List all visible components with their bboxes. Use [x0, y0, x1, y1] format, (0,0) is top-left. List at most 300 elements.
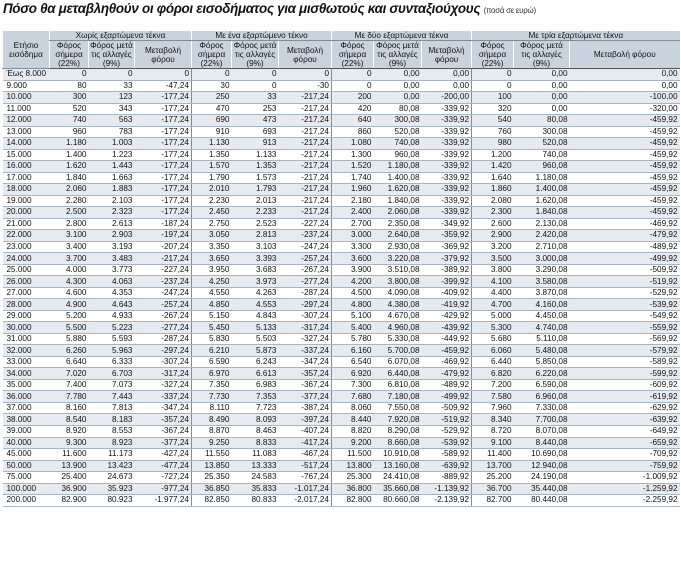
- value-cell: 7.073: [89, 379, 135, 391]
- value-cell: -459,92: [570, 161, 680, 173]
- value-cell: 2.010: [192, 184, 232, 196]
- value-cell: 6.160: [332, 345, 374, 357]
- value-cell: -327,24: [135, 379, 192, 391]
- value-cell: 2.230: [192, 195, 232, 207]
- value-cell: -349,92: [422, 218, 472, 230]
- value-cell: 6.983: [232, 379, 279, 391]
- value-cell: 36.900: [50, 483, 89, 495]
- table-body: [3, 69, 680, 507]
- value-cell: 7.200: [472, 379, 514, 391]
- value-cell: 1.080: [332, 138, 374, 150]
- value-cell: 740: [50, 115, 89, 127]
- value-cell: 8.660,08: [374, 437, 422, 449]
- table-row: [3, 379, 680, 391]
- table-row: [3, 92, 680, 104]
- value-cell: 2.420,08: [514, 230, 570, 242]
- value-cell: -977,24: [135, 483, 192, 495]
- value-cell: 4.000: [50, 264, 89, 276]
- value-cell: 760: [472, 126, 514, 138]
- value-cell: -339,92: [422, 149, 472, 161]
- value-cell: 250: [192, 92, 232, 104]
- value-cell: -519,92: [570, 276, 680, 288]
- table-row: [3, 391, 680, 403]
- value-cell: -217,24: [279, 207, 332, 219]
- value-cell: 3.500: [472, 253, 514, 265]
- income-cell: 9.000: [3, 80, 50, 92]
- value-cell: -1.009,92: [570, 472, 680, 484]
- value-cell: -177,24: [135, 184, 192, 196]
- value-cell: -479,92: [422, 368, 472, 380]
- value-cell: 860: [332, 126, 374, 138]
- value-cell: 11.173: [89, 449, 135, 461]
- value-cell: 3.350: [192, 241, 232, 253]
- value-cell: 520,08: [374, 126, 422, 138]
- value-cell: -459,92: [570, 115, 680, 127]
- value-cell: -339,92: [422, 103, 472, 115]
- value-cell: 33: [89, 80, 135, 92]
- value-cell: -709,92: [570, 449, 680, 461]
- value-cell: 0: [89, 69, 135, 81]
- value-cell: 8.923: [89, 437, 135, 449]
- value-cell: -217,24: [279, 103, 332, 115]
- value-cell: -217,24: [279, 195, 332, 207]
- income-header: Ετήσιο εισόδημα: [3, 31, 50, 69]
- value-cell: 4.643: [89, 299, 135, 311]
- value-cell: 8.060: [332, 402, 374, 414]
- value-cell: -459,92: [422, 345, 472, 357]
- table-row: [3, 287, 680, 299]
- value-cell: -367,24: [135, 425, 192, 437]
- value-cell: 5.300: [472, 322, 514, 334]
- value-cell: 6.960,08: [514, 391, 570, 403]
- value-cell: -337,24: [135, 391, 192, 403]
- value-cell: 0: [332, 69, 374, 81]
- value-cell: 693: [232, 126, 279, 138]
- value-cell: 4.740,08: [514, 322, 570, 334]
- value-cell: 300,08: [374, 115, 422, 127]
- value-cell: 2.750: [192, 218, 232, 230]
- value-cell: 470: [192, 103, 232, 115]
- value-cell: -489,92: [422, 379, 472, 391]
- value-cell: -639,92: [570, 414, 680, 426]
- value-cell: -339,92: [422, 138, 472, 150]
- income-cell: 33.000: [3, 356, 50, 368]
- value-cell: 80,08: [374, 103, 422, 115]
- value-cell: -599,92: [570, 368, 680, 380]
- income-cell: 38.000: [3, 414, 50, 426]
- value-cell: -439,92: [422, 322, 472, 334]
- table-row: [3, 207, 680, 219]
- value-cell: 0: [472, 80, 514, 92]
- value-cell: 2.500: [50, 207, 89, 219]
- value-cell: 7.443: [89, 391, 135, 403]
- value-cell: 82.850: [192, 495, 232, 507]
- value-cell: 7.680: [332, 391, 374, 403]
- value-cell: -889,92: [422, 472, 472, 484]
- value-cell: 1.400,08: [514, 184, 570, 196]
- value-cell: -47,24: [135, 80, 192, 92]
- value-cell: 6.440: [472, 356, 514, 368]
- tax-change-header: Μεταβολή φόρου: [422, 41, 472, 69]
- value-cell: 9.100: [472, 437, 514, 449]
- table-row: [3, 126, 680, 138]
- value-cell: 1.573: [232, 172, 279, 184]
- value-cell: 343: [89, 103, 135, 115]
- value-cell: 3.200: [472, 241, 514, 253]
- group-header-two-children: Με δύο εξαρτώμενα τέκνα: [332, 31, 472, 41]
- income-cell: 34.000: [3, 368, 50, 380]
- value-cell: -559,92: [570, 322, 680, 334]
- value-cell: 4.100: [472, 276, 514, 288]
- value-cell: 8.110: [192, 402, 232, 414]
- table-row: [3, 276, 680, 288]
- income-cell: 23.000: [3, 241, 50, 253]
- value-cell: 6.590,08: [514, 379, 570, 391]
- value-cell: 1.840,08: [514, 207, 570, 219]
- value-cell: 1.350: [192, 149, 232, 161]
- table-row: [3, 195, 680, 207]
- value-cell: 35.440,08: [514, 483, 570, 495]
- value-cell: -339,92: [422, 115, 472, 127]
- value-cell: -469,92: [422, 356, 472, 368]
- value-cell: -409,92: [422, 287, 472, 299]
- value-cell: 0,00: [374, 69, 422, 81]
- value-cell: -177,24: [135, 126, 192, 138]
- value-cell: 3.220,08: [374, 253, 422, 265]
- value-cell: 690: [192, 115, 232, 127]
- value-cell: 4.090,08: [374, 287, 422, 299]
- income-cell: 39.000: [3, 425, 50, 437]
- value-cell: 1.840,08: [374, 195, 422, 207]
- table-row: [3, 368, 680, 380]
- value-cell: -177,24: [135, 138, 192, 150]
- value-cell: -237,24: [279, 230, 332, 242]
- value-cell: 1.790: [192, 172, 232, 184]
- table-row: [3, 138, 680, 150]
- income-cell: 18.000: [3, 184, 50, 196]
- value-cell: -177,24: [135, 103, 192, 115]
- value-cell: 3.100: [50, 230, 89, 242]
- value-cell: 3.393: [232, 253, 279, 265]
- table-row: [3, 495, 680, 507]
- value-cell: 2.103: [89, 195, 135, 207]
- value-cell: 4.843: [232, 310, 279, 322]
- value-cell: 2.813: [232, 230, 279, 242]
- value-cell: -177,24: [135, 115, 192, 127]
- value-cell: 7.813: [89, 402, 135, 414]
- value-cell: -539,92: [570, 299, 680, 311]
- value-cell: 24.583: [232, 472, 279, 484]
- value-cell: -459,92: [570, 207, 680, 219]
- value-cell: 5.150: [192, 310, 232, 322]
- value-cell: 4.500: [332, 287, 374, 299]
- value-cell: 740,08: [374, 138, 422, 150]
- value-cell: -339,92: [422, 195, 472, 207]
- value-cell: -649,92: [570, 425, 680, 437]
- value-cell: 5.500: [50, 322, 89, 334]
- value-cell: -479,92: [570, 230, 680, 242]
- value-cell: 0,00: [374, 80, 422, 92]
- value-cell: 5.880: [50, 333, 89, 345]
- income-cell: 100.000: [3, 483, 50, 495]
- value-cell: 1.223: [89, 149, 135, 161]
- table-row: [3, 264, 680, 276]
- value-cell: 3.510,08: [374, 264, 422, 276]
- table-row: [3, 161, 680, 173]
- value-cell: 3.103: [232, 241, 279, 253]
- value-cell: -217,24: [279, 126, 332, 138]
- value-cell: 4.300: [50, 276, 89, 288]
- value-cell: 7.700,08: [514, 414, 570, 426]
- value-cell: -227,24: [135, 264, 192, 276]
- value-cell: -459,92: [570, 172, 680, 184]
- table-row: [3, 333, 680, 345]
- value-cell: 2.013: [232, 195, 279, 207]
- value-cell: 25.200: [472, 472, 514, 484]
- tax-change-header: Μεταβολή φόρου: [570, 41, 680, 69]
- income-cell: 22.000: [3, 230, 50, 242]
- income-cell: 13.000: [3, 126, 50, 138]
- value-cell: -359,92: [422, 230, 472, 242]
- value-cell: 4.450,08: [514, 310, 570, 322]
- value-cell: 1.570: [192, 161, 232, 173]
- value-cell: -427,24: [135, 449, 192, 461]
- value-cell: 13.700: [472, 460, 514, 472]
- value-cell: 3.000,08: [514, 253, 570, 265]
- value-cell: -569,92: [570, 333, 680, 345]
- value-cell: 80.660,08: [374, 495, 422, 507]
- table-row: [3, 103, 680, 115]
- value-cell: -177,24: [135, 92, 192, 104]
- value-cell: 35.660,08: [374, 483, 422, 495]
- value-cell: 0: [135, 69, 192, 81]
- value-cell: 4.353: [89, 287, 135, 299]
- income-cell: 14.000: [3, 138, 50, 150]
- value-cell: 11.550: [192, 449, 232, 461]
- value-cell: -177,24: [135, 195, 192, 207]
- value-cell: 24.673: [89, 472, 135, 484]
- value-cell: 25.400: [50, 472, 89, 484]
- value-cell: 5.830: [192, 333, 232, 345]
- value-cell: 0,00: [514, 69, 570, 81]
- value-cell: 2.450: [192, 207, 232, 219]
- value-cell: 7.353: [232, 391, 279, 403]
- value-cell: 5.400: [332, 322, 374, 334]
- tax-table: [2, 31, 680, 507]
- value-cell: 960,08: [374, 149, 422, 161]
- income-cell: 26.000: [3, 276, 50, 288]
- value-cell: -377,24: [279, 391, 332, 403]
- value-cell: -1.017,24: [279, 483, 332, 495]
- value-cell: 13.333: [232, 460, 279, 472]
- value-cell: -207,24: [135, 241, 192, 253]
- value-cell: 563: [89, 115, 135, 127]
- value-cell: 910: [192, 126, 232, 138]
- value-cell: -287,24: [135, 333, 192, 345]
- value-cell: 4.670,08: [374, 310, 422, 322]
- value-cell: -369,92: [422, 241, 472, 253]
- value-cell: -399,92: [422, 276, 472, 288]
- value-cell: -1.977,24: [135, 495, 192, 507]
- value-cell: 7.180,08: [374, 391, 422, 403]
- value-cell: 4.400: [472, 287, 514, 299]
- value-cell: 3.580,08: [514, 276, 570, 288]
- value-cell: 100: [472, 92, 514, 104]
- page-title: [3, 1, 536, 16]
- table-row: [3, 472, 680, 484]
- value-cell: 0,00: [422, 69, 472, 81]
- value-cell: 9.250: [192, 437, 232, 449]
- value-cell: 4.800: [332, 299, 374, 311]
- value-cell: 5.480,08: [514, 345, 570, 357]
- value-cell: 6.613: [232, 368, 279, 380]
- value-cell: 4.263: [232, 287, 279, 299]
- value-cell: 8.440: [332, 414, 374, 426]
- tax-today-header: Φόρος σήμερα (22%): [50, 41, 89, 69]
- value-cell: 36.850: [192, 483, 232, 495]
- tax-after-header: Φόρος μετά τις αλλαγές (9%): [374, 41, 422, 69]
- value-cell: 1.003: [89, 138, 135, 150]
- value-cell: -459,92: [570, 138, 680, 150]
- value-cell: 1.620,08: [514, 195, 570, 207]
- value-cell: 10.690,08: [514, 449, 570, 461]
- value-cell: 1.400: [50, 149, 89, 161]
- income-cell: 15.000: [3, 149, 50, 161]
- value-cell: 25.350: [192, 472, 232, 484]
- value-cell: 8.820: [332, 425, 374, 437]
- table-row: [3, 149, 680, 161]
- value-cell: -307,24: [279, 310, 332, 322]
- value-cell: -287,24: [279, 287, 332, 299]
- value-cell: -347,24: [279, 356, 332, 368]
- tax-after-header: Φόρος μετά τις αλλαγές (9%): [90, 41, 133, 68]
- value-cell: 3.900: [332, 264, 374, 276]
- value-cell: 2.060: [50, 184, 89, 196]
- value-cell: 7.550,08: [374, 402, 422, 414]
- value-cell: 7.780: [50, 391, 89, 403]
- value-cell: -217,24: [279, 115, 332, 127]
- value-cell: 473: [232, 115, 279, 127]
- value-cell: 8.070,08: [514, 425, 570, 437]
- value-cell: -177,24: [135, 161, 192, 173]
- value-cell: -2.139,92: [422, 495, 472, 507]
- value-cell: 4.700: [472, 299, 514, 311]
- value-cell: 5.000: [472, 310, 514, 322]
- value-cell: 5.100: [332, 310, 374, 322]
- value-cell: -307,24: [135, 356, 192, 368]
- value-cell: -459,92: [570, 195, 680, 207]
- value-cell: 8.463: [232, 425, 279, 437]
- value-cell: 2.903: [89, 230, 135, 242]
- value-cell: -339,92: [422, 172, 472, 184]
- value-cell: -767,24: [279, 472, 332, 484]
- income-cell: 20.000: [3, 207, 50, 219]
- value-cell: -589,92: [422, 449, 472, 461]
- income-cell: 32.000: [3, 345, 50, 357]
- value-cell: -257,24: [279, 253, 332, 265]
- tax-after-header: Φόρος μετά τις αλλαγές (9%): [514, 41, 570, 69]
- value-cell: 123: [89, 92, 135, 104]
- value-cell: -247,24: [279, 241, 332, 253]
- value-cell: 4.380,08: [374, 299, 422, 311]
- value-cell: -247,24: [135, 287, 192, 299]
- value-cell: 6.920: [332, 368, 374, 380]
- income-cell: 27.000: [3, 287, 50, 299]
- value-cell: 6.703: [89, 368, 135, 380]
- tax-change-header: Μεταβολή φόρου: [279, 41, 332, 69]
- value-cell: 0: [472, 69, 514, 81]
- value-cell: 8.833: [232, 437, 279, 449]
- value-cell: -619,92: [570, 391, 680, 403]
- income-cell: 25.000: [3, 264, 50, 276]
- value-cell: 960: [50, 126, 89, 138]
- value-cell: 82.800: [332, 495, 374, 507]
- income-cell: 30.000: [3, 322, 50, 334]
- value-cell: 0,00: [422, 80, 472, 92]
- value-cell: 80.440,08: [514, 495, 570, 507]
- value-cell: 8.920: [50, 425, 89, 437]
- table-row: [3, 241, 680, 253]
- value-cell: -2.259,92: [570, 495, 680, 507]
- value-cell: 1.443: [89, 161, 135, 173]
- value-cell: 36.800: [332, 483, 374, 495]
- value-cell: 6.820: [472, 368, 514, 380]
- value-cell: -217,24: [279, 92, 332, 104]
- income-cell: 17.000: [3, 172, 50, 184]
- value-cell: 0: [232, 80, 279, 92]
- value-cell: -177,24: [135, 172, 192, 184]
- value-cell: -217,24: [279, 149, 332, 161]
- value-cell: 6.333: [89, 356, 135, 368]
- table-row: [3, 69, 680, 81]
- value-cell: 2.710,08: [514, 241, 570, 253]
- table-row: [3, 437, 680, 449]
- value-cell: 3.483: [89, 253, 135, 265]
- group-header-one-child: Με ένα εξαρτώμενο τέκνο: [192, 31, 332, 41]
- income-cell: 24.000: [3, 253, 50, 265]
- value-cell: 30: [192, 80, 232, 92]
- value-cell: 80: [50, 80, 89, 92]
- value-cell: 5.850,08: [514, 356, 570, 368]
- table-row: [3, 449, 680, 461]
- value-cell: 80,08: [514, 115, 570, 127]
- value-cell: 36.700: [472, 483, 514, 495]
- value-cell: 5.593: [89, 333, 135, 345]
- value-cell: 1.620,08: [374, 184, 422, 196]
- value-cell: 1.883: [89, 184, 135, 196]
- value-cell: 1.640: [472, 172, 514, 184]
- value-cell: 3.683: [232, 264, 279, 276]
- value-cell: -549,92: [570, 310, 680, 322]
- value-cell: 6.810,08: [374, 379, 422, 391]
- value-cell: 5.200: [50, 310, 89, 322]
- value-cell: 5.450: [192, 322, 232, 334]
- group-header-row: [3, 31, 680, 41]
- income-cell: 50.000: [3, 460, 50, 472]
- sub-header-row: [3, 41, 680, 69]
- value-cell: 4.600: [50, 287, 89, 299]
- value-cell: 3.050: [192, 230, 232, 242]
- value-cell: -177,24: [135, 149, 192, 161]
- value-cell: 2.800: [50, 218, 89, 230]
- value-cell: 640: [332, 115, 374, 127]
- value-cell: -639,92: [422, 460, 472, 472]
- value-cell: 7.300: [332, 379, 374, 391]
- value-cell: -267,24: [135, 310, 192, 322]
- value-cell: -30: [279, 80, 332, 92]
- value-cell: 2.930,08: [374, 241, 422, 253]
- value-cell: -227,24: [279, 218, 332, 230]
